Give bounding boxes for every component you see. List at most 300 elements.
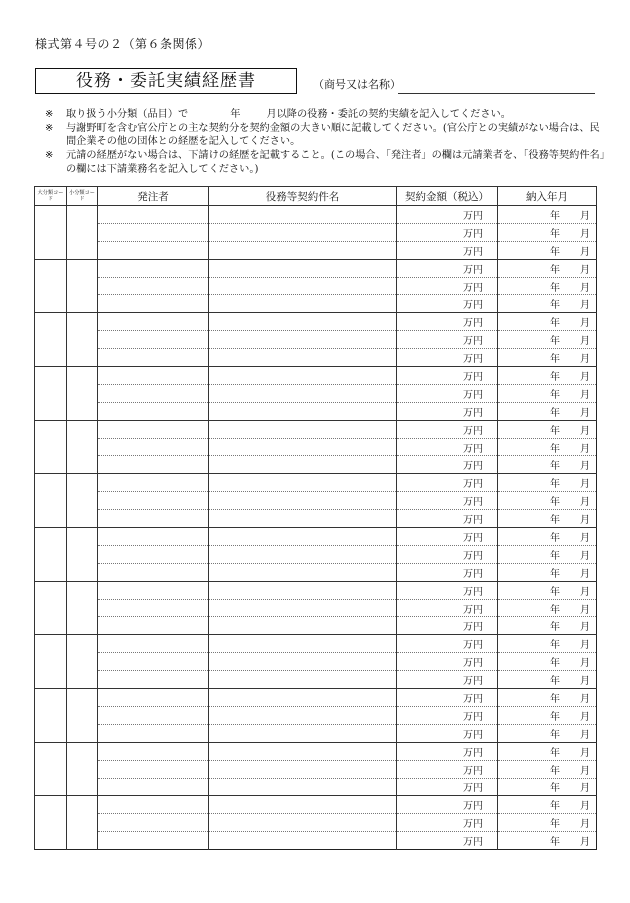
contract-name-cell[interactable] xyxy=(209,796,397,814)
month-unit: 月 xyxy=(580,729,590,741)
year-unit: 年 xyxy=(550,783,560,795)
amount-unit: 万円 xyxy=(463,246,483,258)
table-row xyxy=(35,349,597,367)
delivery-cell[interactable] xyxy=(498,384,597,402)
contract-name-cell[interactable] xyxy=(209,420,397,438)
note-text: 与謝野町を含む官公庁との主な契約分を契約金額の大きい順に記載してください。(官公庁との実績がない場合は、民間企業その他の団体との経歴を記入してください。 xyxy=(66,122,600,148)
month-unit: 月 xyxy=(580,425,590,437)
amount-cell[interactable] xyxy=(397,832,498,850)
year-unit: 年 xyxy=(550,622,560,634)
delivery-cell[interactable] xyxy=(498,367,597,385)
amount-cell[interactable] xyxy=(397,706,498,724)
year-unit: 年 xyxy=(550,640,560,652)
month-unit: 月 xyxy=(580,300,590,312)
minor-code-cell[interactable] xyxy=(67,581,98,635)
client-cell[interactable] xyxy=(98,295,209,313)
month-unit: 月 xyxy=(580,354,590,366)
month-unit: 月 xyxy=(580,532,590,544)
delivery-cell[interactable] xyxy=(498,331,597,349)
amount-unit: 万円 xyxy=(463,586,483,598)
client-cell[interactable] xyxy=(98,510,209,528)
contract-name-cell[interactable] xyxy=(209,760,397,778)
minor-code-cell[interactable] xyxy=(67,796,98,850)
note-text-part: 月以降の役務・委託の契約実績を記入してください。 xyxy=(266,109,511,120)
table-row xyxy=(35,438,597,456)
contract-name-cell[interactable] xyxy=(209,545,397,563)
amount-unit: 万円 xyxy=(463,228,483,240)
client-cell[interactable] xyxy=(98,778,209,796)
contract-name-cell[interactable] xyxy=(209,206,397,224)
delivery-cell[interactable] xyxy=(498,206,597,224)
amount-cell[interactable] xyxy=(397,689,498,707)
month-unit: 月 xyxy=(580,747,590,759)
table-row xyxy=(35,367,597,385)
month-unit: 月 xyxy=(580,837,590,849)
major-code-cell[interactable] xyxy=(35,635,67,689)
amount-cell[interactable] xyxy=(397,349,498,367)
note-mark: ※ xyxy=(45,150,54,162)
note-item xyxy=(45,108,605,122)
amount-unit: 万円 xyxy=(463,532,483,544)
amount-cell[interactable] xyxy=(397,277,498,295)
table-row xyxy=(35,456,597,474)
month-unit: 月 xyxy=(580,282,590,294)
month-unit: 月 xyxy=(580,693,590,705)
table-row xyxy=(35,331,597,349)
delivery-cell[interactable] xyxy=(498,563,597,581)
month-unit: 月 xyxy=(580,407,590,419)
table-header-row xyxy=(35,187,597,206)
year-unit: 年 xyxy=(550,604,560,616)
year-unit: 年 xyxy=(550,676,560,688)
year-unit: 年 xyxy=(550,479,560,491)
table-row xyxy=(35,492,597,510)
minor-code-cell[interactable] xyxy=(67,259,98,313)
delivery-cell[interactable] xyxy=(498,241,597,259)
contract-history-table xyxy=(34,186,597,850)
month-unit: 月 xyxy=(580,640,590,652)
contract-name-cell[interactable] xyxy=(209,367,397,385)
month-unit: 月 xyxy=(580,676,590,688)
contract-name-cell[interactable] xyxy=(209,277,397,295)
month-unit: 月 xyxy=(580,819,590,831)
delivery-cell[interactable] xyxy=(498,581,597,599)
contract-name-cell[interactable] xyxy=(209,456,397,474)
delivery-cell[interactable] xyxy=(498,653,597,671)
year-unit: 年 xyxy=(550,550,560,562)
amount-cell[interactable] xyxy=(397,635,498,653)
amount-cell[interactable] xyxy=(397,599,498,617)
amount-cell[interactable] xyxy=(397,206,498,224)
amount-unit: 万円 xyxy=(463,515,483,527)
year-unit: 年 xyxy=(550,819,560,831)
client-cell[interactable] xyxy=(98,456,209,474)
contract-name-cell[interactable] xyxy=(209,778,397,796)
minor-code-cell[interactable] xyxy=(67,367,98,421)
company-name-label: （商号又は名称） xyxy=(313,78,401,91)
contract-name-cell[interactable] xyxy=(209,563,397,581)
amount-unit: 万円 xyxy=(463,783,483,795)
amount-cell[interactable] xyxy=(397,313,498,331)
note-text-part: 取り扱う小分類（品目）で xyxy=(66,109,189,120)
amount-unit: 万円 xyxy=(463,479,483,491)
month-unit: 月 xyxy=(580,461,590,473)
client-cell[interactable] xyxy=(98,814,209,832)
month-unit: 月 xyxy=(580,228,590,240)
table-row xyxy=(35,832,597,850)
minor-code-cell[interactable] xyxy=(67,689,98,743)
instructions xyxy=(45,108,605,177)
client-cell[interactable] xyxy=(98,581,209,599)
amount-unit: 万円 xyxy=(463,425,483,437)
amount-cell[interactable] xyxy=(397,724,498,742)
year-unit: 年 xyxy=(550,747,560,759)
delivery-cell[interactable] xyxy=(498,456,597,474)
table-row xyxy=(35,671,597,689)
client-cell[interactable] xyxy=(98,438,209,456)
table-row xyxy=(35,581,597,599)
year-unit: 年 xyxy=(550,246,560,258)
major-code-cell[interactable] xyxy=(35,259,67,313)
delivery-cell[interactable] xyxy=(498,778,597,796)
table-row xyxy=(35,510,597,528)
delivery-cell[interactable] xyxy=(498,223,597,241)
amount-cell[interactable] xyxy=(397,742,498,760)
client-cell[interactable] xyxy=(98,331,209,349)
client-cell[interactable] xyxy=(98,635,209,653)
client-cell[interactable] xyxy=(98,206,209,224)
delivery-cell[interactable] xyxy=(498,349,597,367)
major-code-cell[interactable] xyxy=(35,689,67,743)
delivery-cell[interactable] xyxy=(498,492,597,510)
major-code-cell[interactable] xyxy=(35,474,67,528)
contract-name-cell[interactable] xyxy=(209,528,397,546)
table-row xyxy=(35,653,597,671)
year-unit: 年 xyxy=(550,729,560,741)
client-cell[interactable] xyxy=(98,760,209,778)
month-unit: 月 xyxy=(580,711,590,723)
delivery-cell[interactable] xyxy=(498,545,597,563)
year-unit: 年 xyxy=(550,515,560,527)
amount-unit: 万円 xyxy=(463,658,483,670)
minor-code-cell[interactable] xyxy=(67,474,98,528)
contract-name-cell[interactable] xyxy=(209,384,397,402)
client-cell[interactable] xyxy=(98,706,209,724)
contract-name-cell[interactable] xyxy=(209,474,397,492)
client-cell[interactable] xyxy=(98,223,209,241)
contract-name-cell[interactable] xyxy=(209,617,397,635)
year-unit: 年 xyxy=(550,300,560,312)
month-unit: 月 xyxy=(580,515,590,527)
delivery-cell[interactable] xyxy=(498,689,597,707)
client-cell[interactable] xyxy=(98,349,209,367)
contract-name-cell[interactable] xyxy=(209,814,397,832)
delivery-cell[interactable] xyxy=(498,635,597,653)
month-unit: 月 xyxy=(580,550,590,562)
delivery-cell[interactable] xyxy=(498,277,597,295)
table-row xyxy=(35,689,597,707)
amount-unit: 万円 xyxy=(463,389,483,401)
amount-cell[interactable] xyxy=(397,223,498,241)
table-row xyxy=(35,277,597,295)
client-cell[interactable] xyxy=(98,492,209,510)
amount-cell[interactable] xyxy=(397,778,498,796)
month-unit: 月 xyxy=(580,765,590,777)
minor-code-cell[interactable] xyxy=(67,206,98,260)
contract-name-cell[interactable] xyxy=(209,331,397,349)
amount-unit: 万円 xyxy=(463,765,483,777)
table-row xyxy=(35,814,597,832)
client-cell[interactable] xyxy=(98,277,209,295)
note-text: 元請の経歴がない場合は、下請けの経歴を記載すること。(この場合、「発注者」の欄は元請業者を、「役務等契約件名」の欄には下請業務名を記入してください。) xyxy=(66,150,605,175)
minor-code-cell[interactable] xyxy=(67,742,98,796)
contract-name-cell[interactable] xyxy=(209,581,397,599)
client-cell[interactable] xyxy=(98,742,209,760)
major-code-cell[interactable] xyxy=(35,581,67,635)
amount-cell[interactable] xyxy=(397,760,498,778)
month-unit: 月 xyxy=(580,389,590,401)
client-cell[interactable] xyxy=(98,259,209,277)
contract-name-header: 役務等契約件名 xyxy=(209,187,397,206)
year-unit: 年 xyxy=(550,282,560,294)
client-cell[interactable] xyxy=(98,599,209,617)
amount-cell[interactable] xyxy=(397,331,498,349)
amount-cell[interactable] xyxy=(397,510,498,528)
client-cell[interactable] xyxy=(98,313,209,331)
amount-unit: 万円 xyxy=(463,371,483,383)
contract-name-cell[interactable] xyxy=(209,241,397,259)
month-unit: 月 xyxy=(580,371,590,383)
contract-name-cell[interactable] xyxy=(209,599,397,617)
client-cell[interactable] xyxy=(98,402,209,420)
contract-name-cell[interactable] xyxy=(209,349,397,367)
client-cell[interactable] xyxy=(98,545,209,563)
major-code-cell[interactable] xyxy=(35,206,67,260)
contract-name-cell[interactable] xyxy=(209,706,397,724)
year-unit: 年 xyxy=(550,407,560,419)
note-mark: ※ xyxy=(45,122,54,134)
table-row xyxy=(35,724,597,742)
client-cell[interactable] xyxy=(98,241,209,259)
delivery-cell[interactable] xyxy=(498,474,597,492)
month-unit: 月 xyxy=(580,336,590,348)
month-unit: 月 xyxy=(580,210,590,222)
year-unit: 年 xyxy=(550,371,560,383)
amount-cell[interactable] xyxy=(397,384,498,402)
contract-name-cell[interactable] xyxy=(209,223,397,241)
table-row xyxy=(35,742,597,760)
contract-name-cell[interactable] xyxy=(209,742,397,760)
major-code-cell[interactable] xyxy=(35,367,67,421)
contract-name-cell[interactable] xyxy=(209,510,397,528)
delivery-cell[interactable] xyxy=(498,671,597,689)
delivery-cell[interactable] xyxy=(498,760,597,778)
month-unit: 月 xyxy=(580,801,590,813)
delivery-cell[interactable] xyxy=(498,742,597,760)
table-row xyxy=(35,402,597,420)
major-code-cell[interactable] xyxy=(35,528,67,582)
month-unit: 月 xyxy=(580,622,590,634)
amount-unit: 万円 xyxy=(463,550,483,562)
delivery-cell[interactable] xyxy=(498,313,597,331)
major-code-header: 大分類コード xyxy=(35,187,67,206)
year-unit: 年 xyxy=(550,497,560,509)
table-row xyxy=(35,206,597,224)
delivery-cell[interactable] xyxy=(498,510,597,528)
amount-unit: 万円 xyxy=(463,640,483,652)
month-unit: 月 xyxy=(580,658,590,670)
amount-unit: 万円 xyxy=(463,336,483,348)
year-unit: 年 xyxy=(550,801,560,813)
minor-code-cell[interactable] xyxy=(67,420,98,474)
client-cell[interactable] xyxy=(98,832,209,850)
year-unit: 年 xyxy=(550,837,560,849)
major-code-cell[interactable] xyxy=(35,796,67,850)
minor-code-cell[interactable] xyxy=(67,528,98,582)
amount-cell[interactable] xyxy=(397,563,498,581)
contract-name-cell[interactable] xyxy=(209,402,397,420)
month-unit: 月 xyxy=(580,264,590,276)
amount-unit: 万円 xyxy=(463,264,483,276)
amount-cell[interactable] xyxy=(397,438,498,456)
amount-cell[interactable] xyxy=(397,295,498,313)
amount-unit: 万円 xyxy=(463,282,483,294)
note-item xyxy=(45,149,605,176)
amount-unit: 万円 xyxy=(463,407,483,419)
amount-cell[interactable] xyxy=(397,474,498,492)
minor-code-cell[interactable] xyxy=(67,313,98,367)
year-unit: 年 xyxy=(550,532,560,544)
amount-unit: 万円 xyxy=(463,693,483,705)
amount-cell[interactable] xyxy=(397,367,498,385)
amount-cell[interactable] xyxy=(397,653,498,671)
amount-unit: 万円 xyxy=(463,729,483,741)
year-unit: 年 xyxy=(550,568,560,580)
delivery-cell[interactable] xyxy=(498,295,597,313)
amount-unit: 万円 xyxy=(463,443,483,455)
client-cell[interactable] xyxy=(98,653,209,671)
delivery-cell[interactable] xyxy=(498,402,597,420)
delivery-cell[interactable] xyxy=(498,796,597,814)
contract-name-cell[interactable] xyxy=(209,295,397,313)
table-row xyxy=(35,635,597,653)
amount-unit: 万円 xyxy=(463,300,483,312)
table-row xyxy=(35,778,597,796)
table-row xyxy=(35,706,597,724)
amount-cell[interactable] xyxy=(397,814,498,832)
amount-cell[interactable] xyxy=(397,420,498,438)
contract-name-cell[interactable] xyxy=(209,635,397,653)
table-row xyxy=(35,760,597,778)
table-row xyxy=(35,528,597,546)
contract-name-cell[interactable] xyxy=(209,671,397,689)
contract-name-cell[interactable] xyxy=(209,313,397,331)
month-unit: 月 xyxy=(580,443,590,455)
year-unit: 年 xyxy=(550,354,560,366)
contract-name-cell[interactable] xyxy=(209,259,397,277)
amount-unit: 万円 xyxy=(463,676,483,688)
amount-cell[interactable] xyxy=(397,402,498,420)
delivery-cell[interactable] xyxy=(498,724,597,742)
table-row xyxy=(35,563,597,581)
delivery-cell[interactable] xyxy=(498,420,597,438)
client-cell[interactable] xyxy=(98,420,209,438)
month-unit: 月 xyxy=(580,604,590,616)
client-cell[interactable] xyxy=(98,384,209,402)
contract-name-cell[interactable] xyxy=(209,492,397,510)
contract-name-cell[interactable] xyxy=(209,438,397,456)
delivery-cell[interactable] xyxy=(498,259,597,277)
amount-unit: 万円 xyxy=(463,747,483,759)
amount-cell[interactable] xyxy=(397,259,498,277)
amount-unit: 万円 xyxy=(463,604,483,616)
year-unit: 年 xyxy=(550,336,560,348)
table-row xyxy=(35,313,597,331)
contract-name-cell[interactable] xyxy=(209,832,397,850)
amount-unit: 万円 xyxy=(463,210,483,222)
client-cell[interactable] xyxy=(98,796,209,814)
amount-cell[interactable] xyxy=(397,796,498,814)
delivery-cell[interactable] xyxy=(498,832,597,850)
amount-cell[interactable] xyxy=(397,545,498,563)
amount-unit: 万円 xyxy=(463,622,483,634)
delivery-cell[interactable] xyxy=(498,617,597,635)
client-cell[interactable] xyxy=(98,474,209,492)
company-name-field[interactable] xyxy=(398,93,595,94)
note-year-unit: 年 xyxy=(230,109,241,120)
note-item xyxy=(45,122,605,149)
amount-cell[interactable] xyxy=(397,492,498,510)
major-code-cell[interactable] xyxy=(35,313,67,367)
year-unit: 年 xyxy=(550,210,560,222)
delivery-cell[interactable] xyxy=(498,438,597,456)
major-code-cell[interactable] xyxy=(35,420,67,474)
table-row xyxy=(35,617,597,635)
delivery-cell[interactable] xyxy=(498,814,597,832)
minor-code-header: 小分類コード xyxy=(67,187,98,206)
amount-cell[interactable] xyxy=(397,671,498,689)
amount-cell[interactable] xyxy=(397,241,498,259)
amount-cell[interactable] xyxy=(397,456,498,474)
table-row xyxy=(35,384,597,402)
delivery-cell[interactable] xyxy=(498,706,597,724)
client-cell[interactable] xyxy=(98,724,209,742)
amount-unit: 万円 xyxy=(463,837,483,849)
contract-name-cell[interactable] xyxy=(209,689,397,707)
major-code-cell[interactable] xyxy=(35,742,67,796)
year-unit: 年 xyxy=(550,658,560,670)
amount-cell[interactable] xyxy=(397,528,498,546)
year-unit: 年 xyxy=(550,711,560,723)
table-row xyxy=(35,474,597,492)
client-cell[interactable] xyxy=(98,528,209,546)
client-cell[interactable] xyxy=(98,367,209,385)
table-row xyxy=(35,241,597,259)
client-cell[interactable] xyxy=(98,617,209,635)
table-row xyxy=(35,295,597,313)
client-header: 発注者 xyxy=(98,187,209,206)
minor-code-cell[interactable] xyxy=(67,635,98,689)
amount-cell[interactable] xyxy=(397,617,498,635)
contract-name-cell[interactable] xyxy=(209,653,397,671)
client-cell[interactable] xyxy=(98,671,209,689)
amount-cell[interactable] xyxy=(397,581,498,599)
contract-name-cell[interactable] xyxy=(209,724,397,742)
delivery-cell[interactable] xyxy=(498,599,597,617)
client-cell[interactable] xyxy=(98,689,209,707)
client-cell[interactable] xyxy=(98,563,209,581)
delivery-cell[interactable] xyxy=(498,528,597,546)
